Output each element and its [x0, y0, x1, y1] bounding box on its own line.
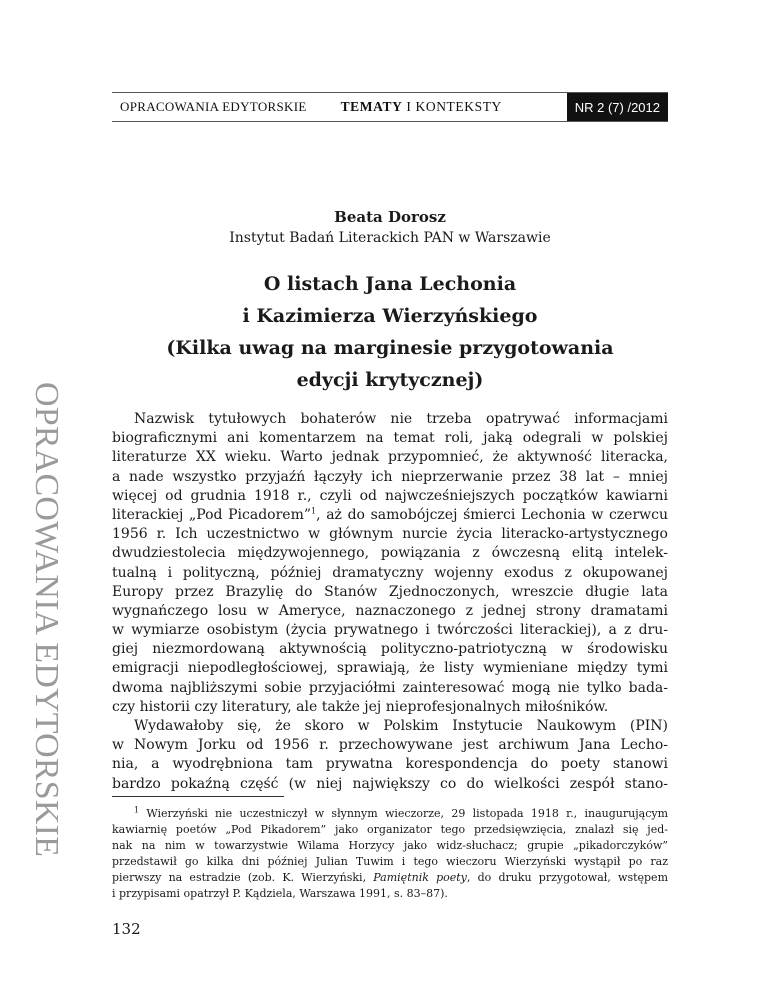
body-line: bardzo pokaźną część (w niej największy co do wielkości zespół stano-: [112, 775, 668, 792]
article-title: [112, 268, 668, 396]
body-line: Wydawałoby się, że skoro w Polskim Instytucie Naukowym (PIN): [134, 718, 668, 734]
author-institution: Instytut Badań Literackich PAN w Warszawie: [229, 230, 551, 246]
footnote: [112, 806, 668, 902]
footnote-line: $^1$ Wierzyński nie uczestniczył w słynnym wieczorze, 29 listopada 1918 r., inaugurującym: [134, 806, 668, 820]
author-name: Beata Dorosz: [334, 208, 446, 226]
body-line: emigracji niepodległościowej, sprawiają, że listy wymieniane między tymi: [112, 660, 668, 677]
body-line: w Nowym Jorku od 1956 r. przechowywane jest archiwum Jana Lecho-: [112, 737, 668, 754]
body-line: 1956 r. Ich uczestnictwo w głównym nurcie życia literacko-artystycznego: [112, 526, 668, 543]
footnote-ref[interactable]: 1: [311, 506, 317, 516]
author-block: [112, 208, 668, 246]
footnote-line: pierwszy na estradzie (zob. K. Wierzyński, Pamiętnik poety, do druku przygotował, wstępem: [112, 871, 668, 884]
body-line: czy historii czy literatury, ale także jej nieprofesjonalnych miłośników.: [112, 698, 609, 715]
body-line: biograficznymi ani komentarzem na temat roli, jaką odegrali w polskiej: [112, 430, 668, 447]
body-line: nia, a wyodrębniona tam prywatna korespondencja do poety stanowi: [112, 756, 668, 773]
issue-badge: NR 2 (7) /2012: [567, 93, 668, 121]
title-line: edycji krytycznej): [296, 369, 484, 391]
body-line: giej niezmordowaną aktywnością polityczno-patriotyczną w środowisku: [112, 641, 668, 658]
body-line: literaturze XX wieku. Warto jednak przypomnieć, że aktywność literacka,: [112, 449, 668, 466]
body-line: tualną i polityczną, później dramatyczny wojenny exodus z okupowanej: [112, 564, 668, 581]
section-label: OPRACOWANIA EDYTORSKIE: [120, 99, 307, 114]
body-line: dwudziestolecia międzywojennego, powiązania z ówczesną elitą intelek-: [112, 545, 668, 562]
body-line: dwoma najbliższymi sobie przyjaciółmi zainteresować mogą nie tylko bada-: [112, 679, 668, 696]
body-line: Europy przez Brazylię do Stanów Zjednoczonych, wreszcie długie lata: [112, 583, 668, 600]
body-line: a nade wszystko przyjaźń łączyły ich nieprzerwanie przez 38 lat – mniej: [112, 468, 668, 485]
title-line: O listach Jana Lechonia: [263, 273, 517, 295]
footnote-line: kawiarnię poetów „Pod Pikadorem” jako organizator tego przedsięwzięcia, znalazł się jed-: [112, 823, 668, 836]
body-line: literackiej „Pod Picadorem”$^1$, aż do samobójczej śmierci Lechonia w czerwcu: [112, 506, 668, 523]
body-text: [112, 410, 668, 794]
body-line: wygnańczego losu w Ameryce, naznaczonego z jednej strony dramatami: [112, 602, 668, 619]
footnote-line: nak na nim w towarzystwie Wilama Horzycy jako widz-słuchacz; grupie „pikadorczyków”: [112, 839, 668, 852]
footnote-divider: [112, 796, 284, 797]
journal-name: TEMATY I KONTEKSTY: [340, 99, 502, 114]
body-line: więcej od grudnia 1918 r., czyli od najwcześniejszych początków kawiarni: [112, 487, 668, 504]
footnote-line: przedstawił go kilka dni później Julian Tuwim i tego wieczoru Wierzyński wystąpił po raz: [112, 855, 668, 868]
title-line: i Kazimierza Wierzyńskiego: [242, 305, 538, 327]
footnote-number: 1: [134, 806, 140, 815]
title-line: (Kilka uwag na marginesie przygotowania: [166, 337, 614, 359]
side-section-label: OPRACOWANIA EDYTORSKIE: [28, 382, 65, 858]
body-line: Nazwisk tytułowych bohaterów nie trzeba opatrywać informacjami: [134, 411, 668, 427]
footnote-line: i przypisami opatrzył P. Kądziela, Warszawa 1991, s. 83–87).: [112, 887, 448, 900]
running-header: [112, 92, 668, 122]
page-number: 132: [112, 920, 141, 938]
body-line: w wymiarze osobistym (życia prywatnego i twórczości literackiej), a z dru-: [112, 622, 668, 639]
